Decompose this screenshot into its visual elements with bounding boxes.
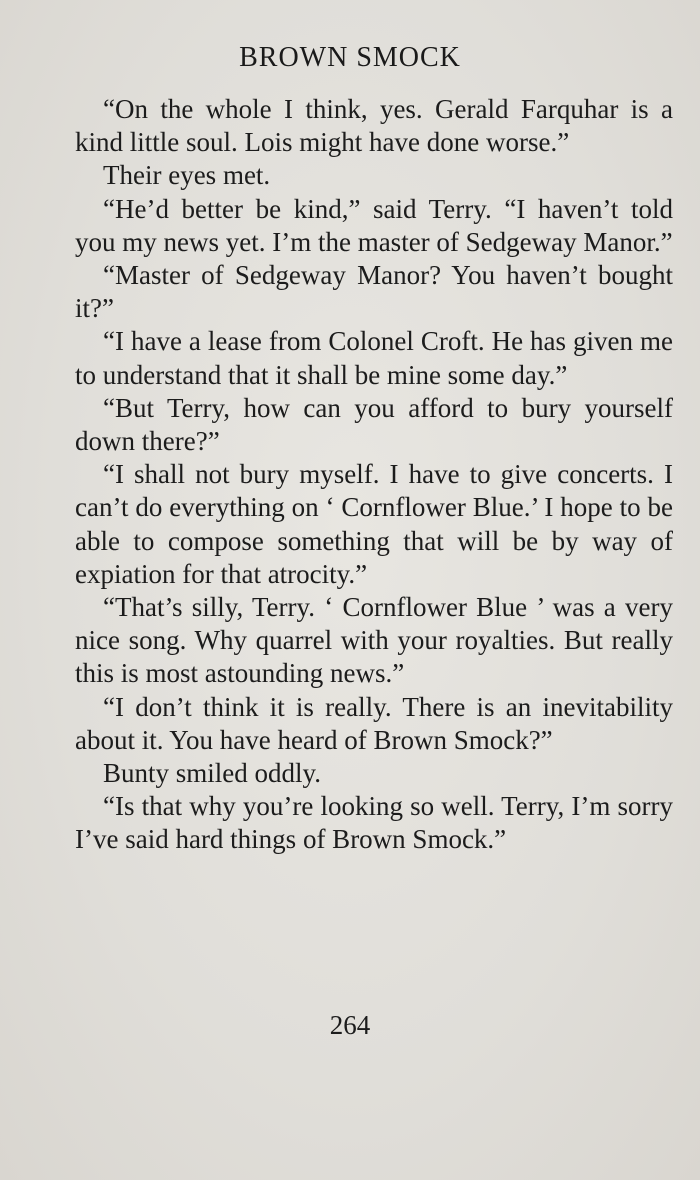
page-body — [75, 93, 673, 857]
running-header: BROWN SMOCK — [239, 42, 461, 73]
paragraph: Their eyes met. — [103, 160, 271, 191]
paragraph: “On the whole I think, yes. Gerald Farquhar is a kind little soul. Lois might have done worse.” — [75, 94, 673, 158]
page-number: 264 — [329, 1010, 371, 1040]
paragraph: “That’s silly, Terry. ‘ Cornflower Blue ’ was a very nice song. Why quarrel with your royalties. But really this is most astounding news.” — [75, 592, 673, 689]
paragraph: “I have a lease from Colonel Croft. He has given me to understand that it shall be mine some day.” — [75, 326, 673, 390]
paragraph: “He’d better be kind,” said Terry. “I haven’t told you my news yet. I’m the master of Sedgeway Manor.” — [75, 193, 673, 257]
paragraph: “But Terry, how can you afford to bury yourself down there?” — [75, 392, 673, 457]
paragraph: “I shall not bury myself. I have to give concerts. I can’t do everything on ‘ Cornflower Blue.’ I hope to be able to compose something that will be by way of expiation for that atrocity.” — [75, 459, 673, 589]
paragraph: “Master of Sedgeway Manor? You haven’t bought it?” — [75, 260, 673, 324]
paragraph: “I don’t think it is really. There is an inevitability about it. You have heard of Brown Smock?” — [75, 691, 673, 755]
paragraph: “Is that why you’re looking so well. Terry, I’m sorry I’ve said hard things of Brown Smock.” — [75, 791, 673, 855]
paragraph: Bunty smiled oddly. — [103, 758, 322, 789]
